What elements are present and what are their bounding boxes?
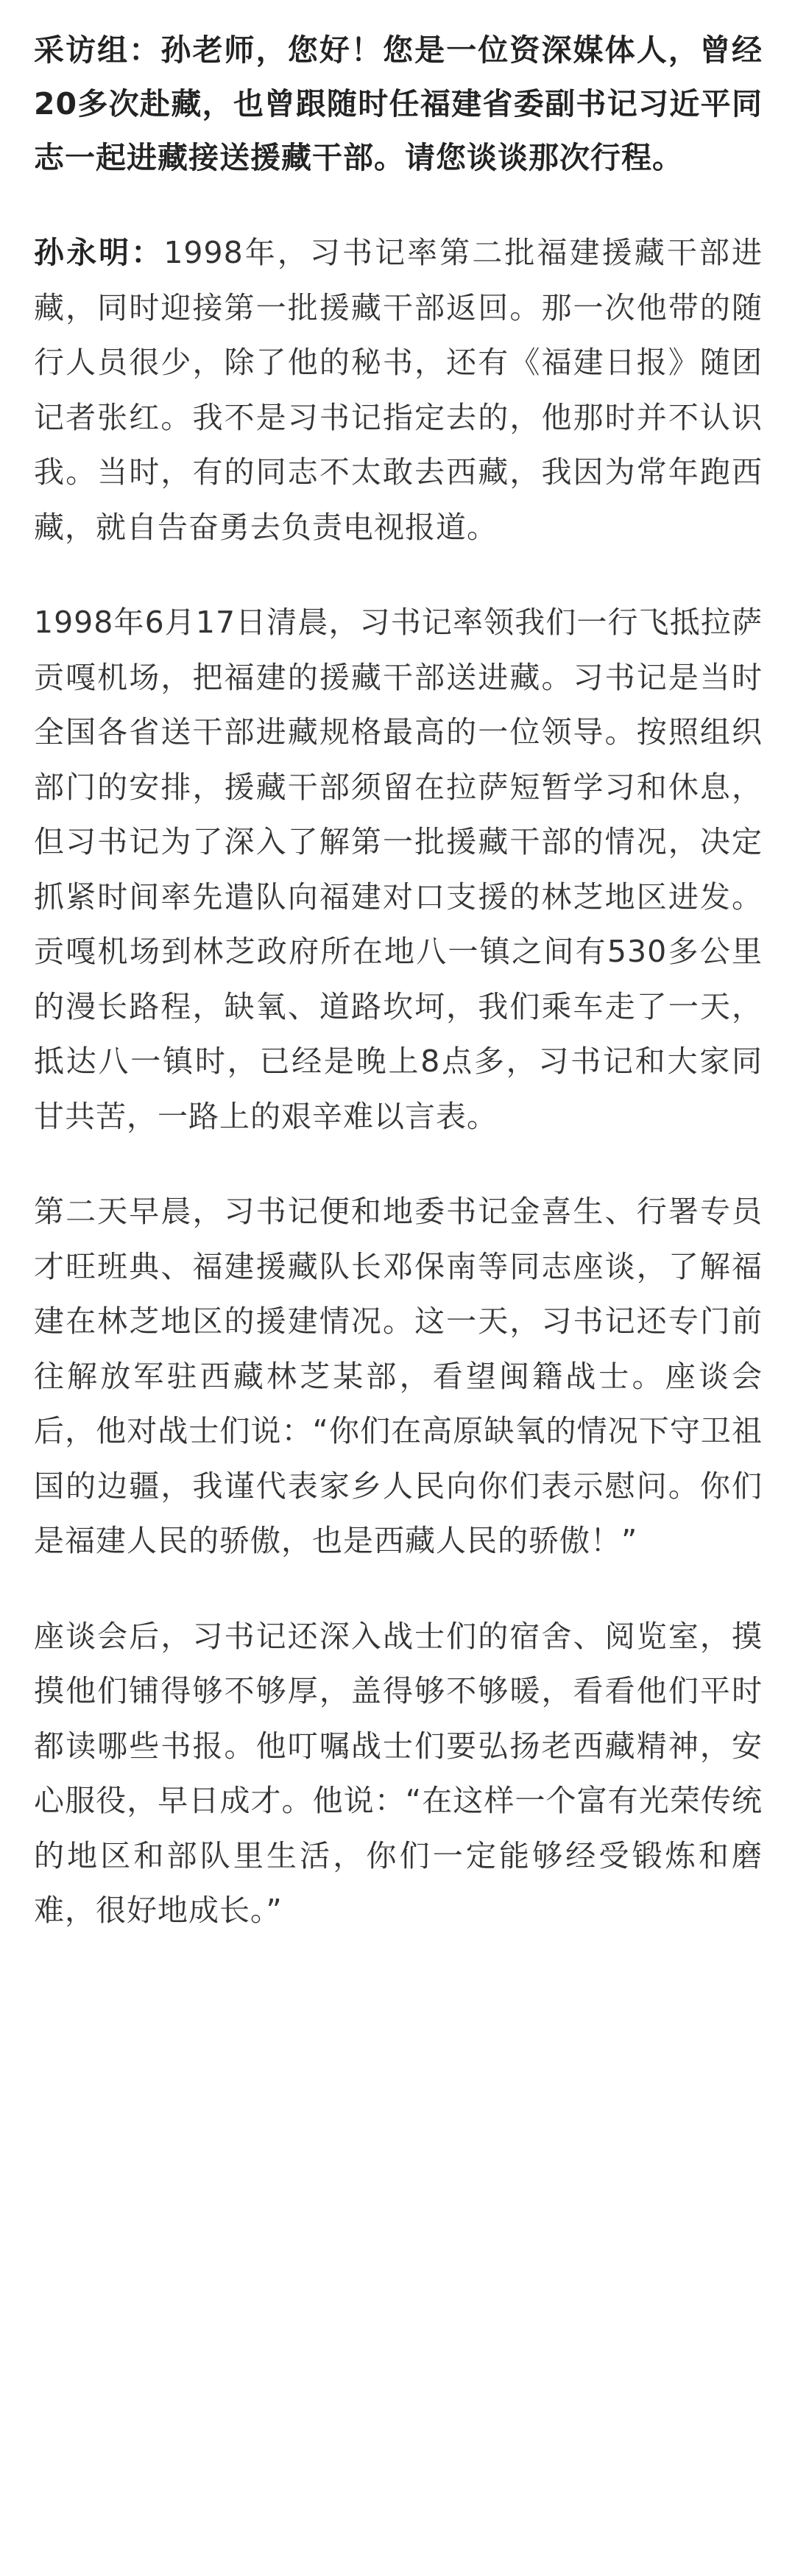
question-paragraph [34, 24, 763, 185]
question-speaker: 采访组： [34, 32, 161, 68]
question-text: 孙老师，您好！您是一位资深媒体人，曾经20多次赴藏，也曾跟随时任福建省委副书记习近平同志一起进藏接送援藏干部。请您谈谈那次行程。 [34, 32, 763, 175]
answer-text: 1998年，习书记率第二批福建援藏干部进藏，同时迎接第一批援藏干部返回。那一次他带的随行人员很少，除了他的秘书，还有《福建日报》随团记者张红。我不是习书记指定去的，他那时并不认识我。当时，有的同志不太敢去西藏，我因为常年跑西藏，就自告奋勇去负责电视报道。 [34, 235, 763, 545]
body-paragraph-arrival: 1998年6月17日清晨，习书记率领我们一行飞抵拉萨贡嘎机场，把福建的援藏干部送进藏。习书记是当时全国各省送干部进藏规格最高的一位领导。按照组织部门的安排，援藏干部须留在拉萨短暂学习和休息，但习书记为了深入了解第一批援藏干部的情况，决定抓紧时间率先遣队向福建对口支援的林芝地区进发。贡嘎机场到林芝政府所在地八一镇之间有530多公里的漫长路程，缺氧、道路坎坷，我们乘车走了一天，抵达八一镇时，已经是晚上8点多，习书记和大家同甘共苦，一路上的艰辛难以言表。 [34, 605, 763, 1134]
answer-paragraph [34, 225, 763, 555]
body-paragraph-barracks: 座谈会后，习书记还深入战士们的宿舍、阅览室，摸摸他们铺得够不够厚，盖得够不够暖，看看他们平时都读哪些书报。他叮嘱战士们要弘扬老西藏精神，安心服役，早日成才。他说：“在这样一个富有光荣传统的地区和部队里生活，你们一定能够经受锻炼和磨难，很好地成长。” [34, 1618, 763, 1928]
body-paragraph-symposium: 第二天早晨，习书记便和地委书记金喜生、行署专员才旺班典、福建援藏队长邓保南等同志座谈，了解福建在林芝地区的援建情况。这一天，习书记还专门前往解放军驻西藏林芝某部，看望闽籍战士。座谈会后，他对战士们说：“你们在高原缺氧的情况下守卫祖国的边疆，我谨代表家乡人民向你们表示慰问。你们是福建人民的骄傲，也是西藏人民的骄傲！” [34, 1194, 763, 1558]
article-body [34, 24, 763, 1979]
answer-speaker: 孙永明： [34, 235, 164, 270]
